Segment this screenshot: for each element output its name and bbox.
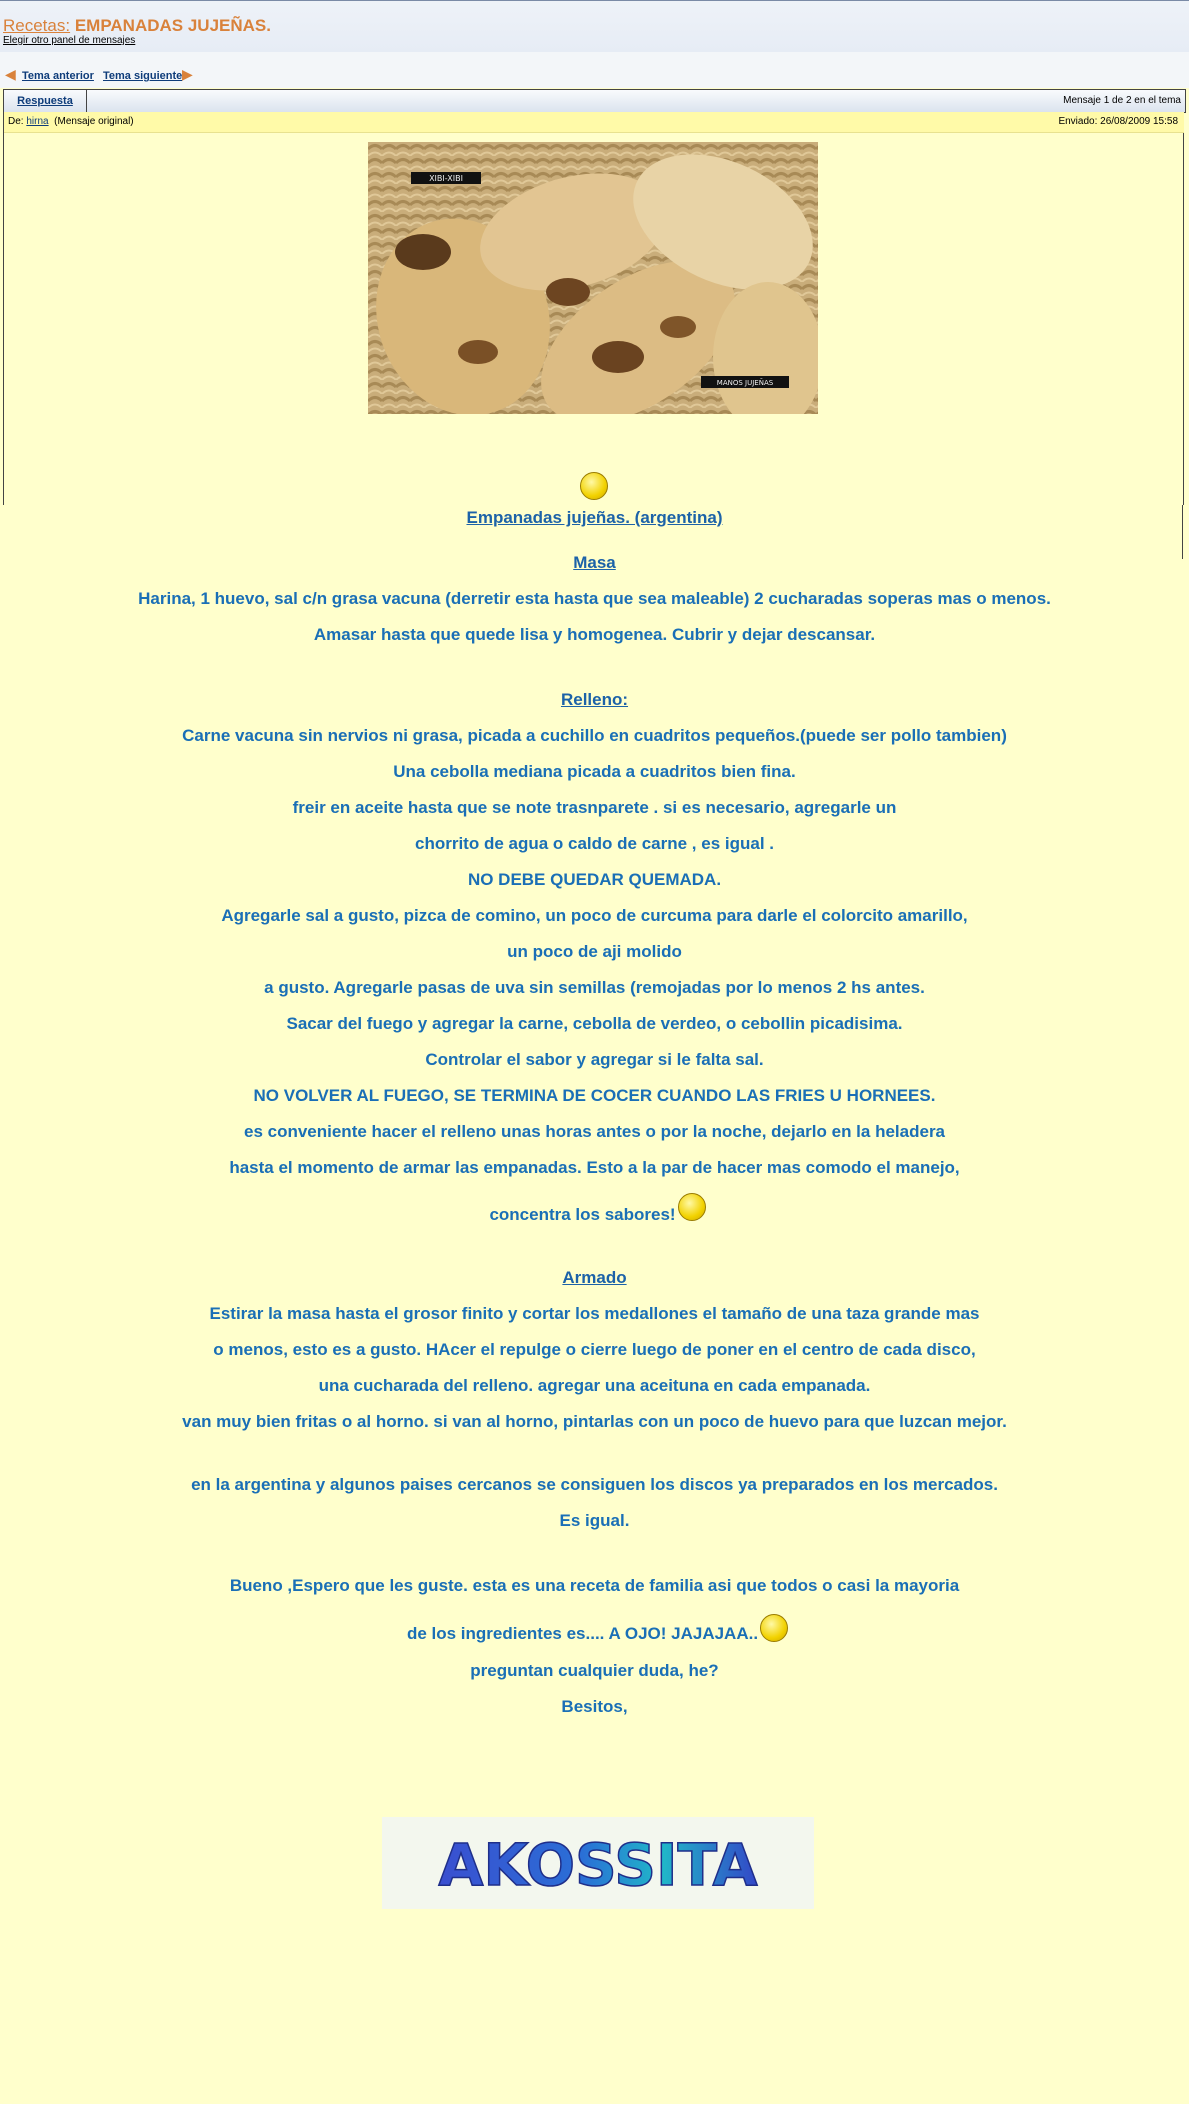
- relleno-line: es conveniente hacer el relleno unas horas antes o por la noche, dejarlo en la heladera: [243, 1122, 946, 1141]
- armado-line: o menos, esto es a gusto. HAcer el repulge o cierre luego de poner en el centro de cada disco,: [213, 1340, 976, 1359]
- post-author: [8, 116, 134, 127]
- other-panel-link[interactable]: Elegir otro panel de mensajes: [3, 35, 136, 46]
- relleno-line: Una cebolla mediana picada a cuadritos bien fina.: [393, 762, 796, 781]
- masa-line-2: Amasar hasta que quede lisa y homogenea. Cubrir y dejar descansar.: [313, 625, 876, 644]
- relleno-line: NO VOLVER AL FUEGO, SE TERMINA DE COCER CUANDO LAS FRIES U HORNEES.: [253, 1086, 936, 1105]
- signature-graphic: [382, 1817, 814, 1909]
- original-message-label: (Mensaje original): [54, 116, 134, 127]
- post-info-row: [4, 112, 1184, 133]
- page-title: [3, 16, 271, 36]
- masa-line-1: Harina, 1 huevo, sal c/n grasa vacuna (derretir esta hasta que sea maleable) 2 cucharadas soperas mas o menos.: [138, 589, 1051, 608]
- relleno-heading: Relleno:: [560, 690, 629, 709]
- relleno-last-line: concentra los sabores!: [489, 1205, 676, 1224]
- sent-date: Enviado: 26/08/2009 15:58: [1058, 116, 1178, 127]
- relleno-line: chorrito de agua o caldo de carne , es igual .: [415, 834, 774, 853]
- photo-caption-bottom: MANOS JUJEÑAS: [716, 379, 774, 387]
- author-link[interactable]: hirna: [26, 116, 49, 127]
- empanadas-photo: [368, 142, 818, 414]
- tongue-smiley-icon: [678, 1193, 706, 1221]
- from-prefix: De:: [8, 116, 24, 127]
- arrow-left-icon[interactable]: ◀: [5, 66, 16, 82]
- armado-line: Estirar la masa hasta el grosor finito y cortar los medallones el tamaño de una taza grande mas: [209, 1304, 980, 1323]
- closing-line-3: preguntan cualquier duda, he?: [470, 1661, 719, 1680]
- topic-title: EMPANADAS JUJEÑAS.: [74, 16, 271, 35]
- relleno-line: a gusto. Agregarle pasas de uva sin semillas (remojadas por lo menos 2 hs antes.: [264, 978, 925, 997]
- relleno-line: freir en aceite hasta que se note trasnparete . si es necesario, agregarle un: [292, 798, 897, 817]
- relleno-line: hasta el momento de armar las empanadas. Esto a la par de hacer mas comodo el manejo,: [229, 1158, 960, 1177]
- next-topic-link[interactable]: Tema siguiente: [103, 70, 183, 82]
- message-toolbar: [3, 89, 1186, 113]
- relleno-line: Controlar el sabor y agregar si le falta sal.: [425, 1050, 764, 1069]
- armado-heading: Armado: [562, 1268, 627, 1287]
- armado-line: una cucharada del relleno. agregar una aceituna en cada empanada.: [318, 1376, 871, 1395]
- masa-heading: Masa: [573, 553, 616, 572]
- closing-line-1: Bueno ,Espero que les guste. esta es una receta de familia asi que todos o casi la mayoria: [229, 1576, 960, 1595]
- closing-line-2: de los ingredientes es.... A OJO! JAJAJAA..: [406, 1624, 759, 1643]
- signature-image: [382, 1817, 814, 1909]
- relleno-line: Agregarle sal a gusto, pizca de comino, un poco de curcuma para darle el colorcito amarillo,: [221, 906, 968, 925]
- discos-line-1: en la argentina y algunos paises cercanos se consiguen los discos ya preparados en los mercados.: [191, 1475, 998, 1494]
- arrow-right-icon[interactable]: ▶: [182, 66, 193, 82]
- armado-line: van muy bien fritas o al horno. si van al horno, pintarlas con un poco de huevo para que luzcan mejor.: [182, 1412, 1007, 1431]
- wink-smiley-icon: [760, 1614, 788, 1642]
- relleno-line: NO DEBE QUEDAR QUEMADA.: [467, 870, 722, 889]
- smiley-icon: [580, 472, 608, 500]
- recipe-title: Empanadas jujeñas. (argentina): [466, 508, 723, 527]
- page-header: [0, 0, 1189, 54]
- forum-label-link[interactable]: Recetas:: [3, 16, 71, 35]
- relleno-line: un poco de aji molido: [507, 942, 682, 961]
- relleno-line: Sacar del fuego y agregar la carne, cebolla de verdeo, o cebollin picadisima.: [286, 1014, 903, 1033]
- discos-line-2: Es igual.: [559, 1511, 630, 1530]
- closing-line-4: Besitos,: [561, 1697, 628, 1716]
- message-count: Mensaje 1 de 2 en el tema: [1063, 95, 1181, 106]
- prev-topic-link[interactable]: Tema anterior: [22, 70, 94, 82]
- photo-caption-top: XIBI-XIBI: [429, 174, 463, 183]
- relleno-line: Carne vacuna sin nervios ni grasa, picada a cuchillo en cuadritos pequeños.(puede ser pollo tambien): [182, 726, 1007, 745]
- empanadas-photo-graphic: [368, 142, 818, 414]
- signature-text: AKOSSITA: [438, 1831, 758, 1899]
- reply-button[interactable]: Respuesta: [4, 90, 87, 112]
